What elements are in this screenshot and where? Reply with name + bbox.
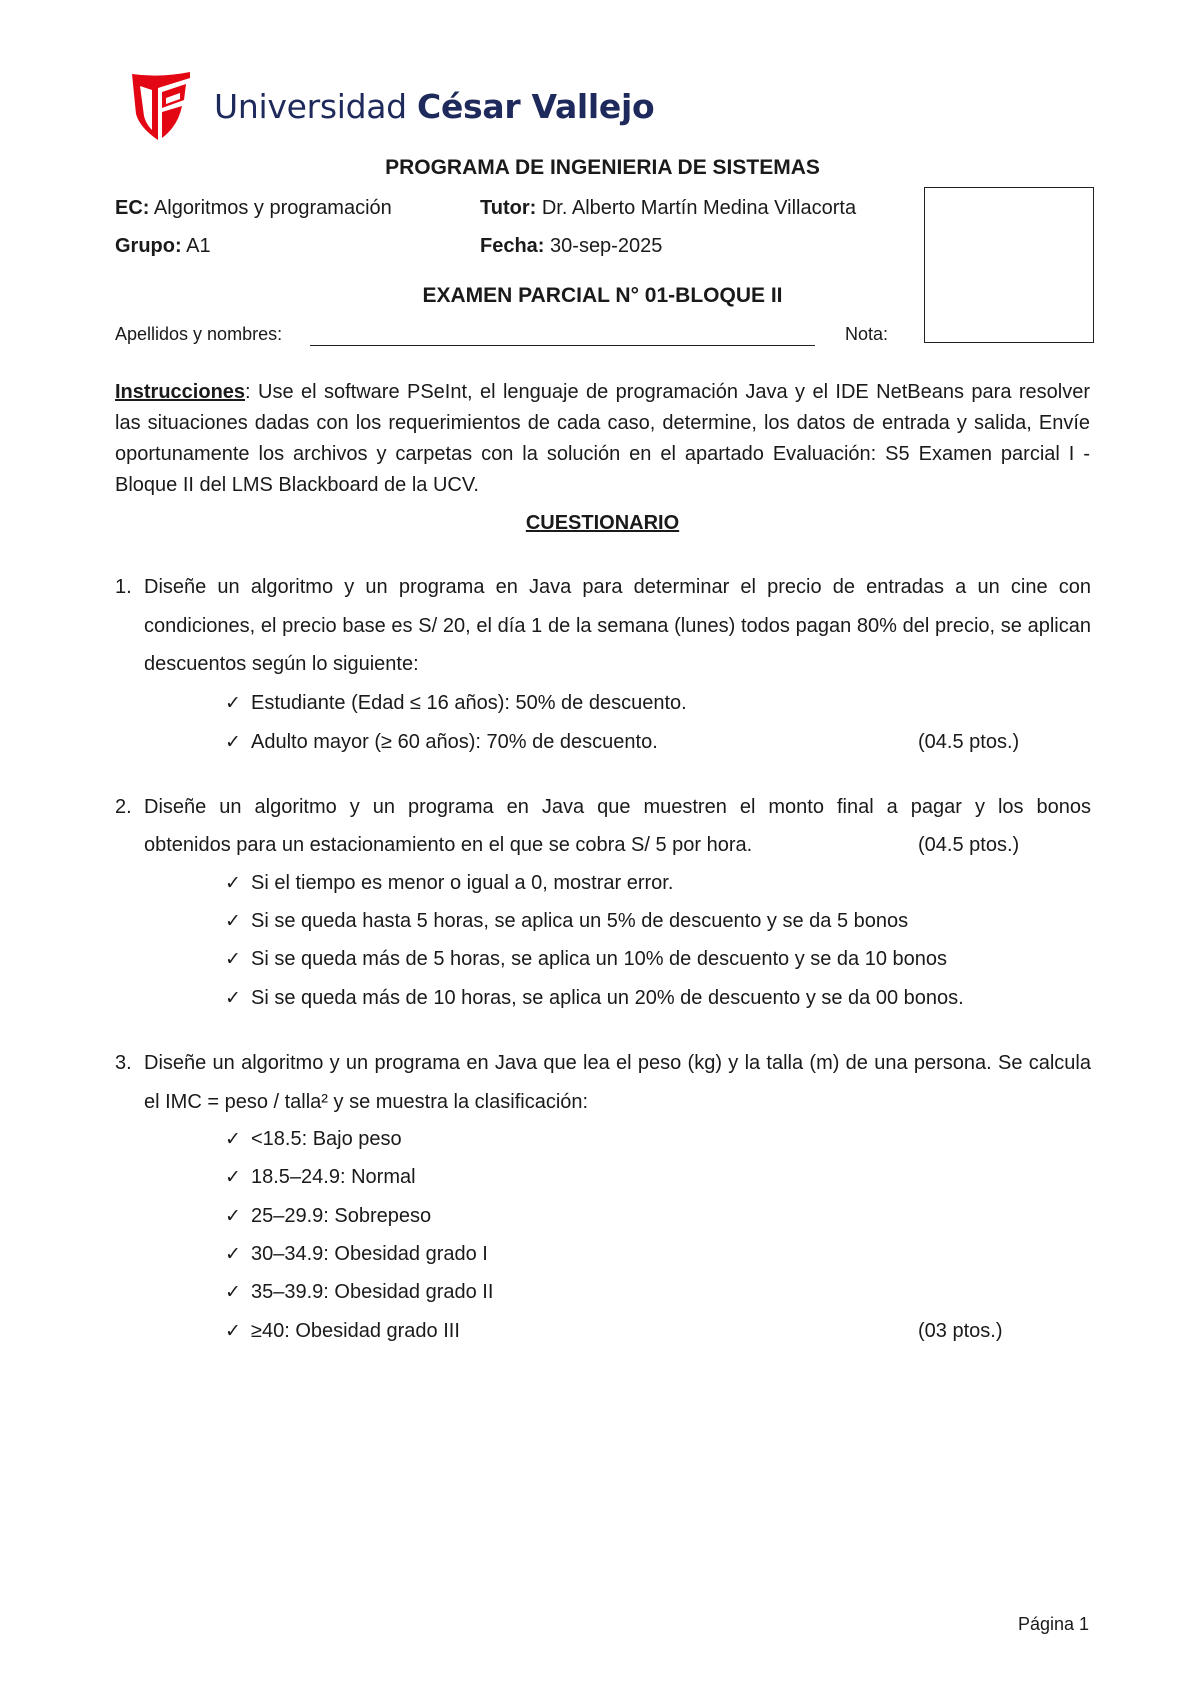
fecha-field bbox=[480, 235, 662, 258]
tutor-field bbox=[480, 197, 856, 220]
cuestionario-title: CUESTIONARIO bbox=[525, 512, 680, 534]
question-2-number: 2. bbox=[115, 796, 132, 818]
check-icon: ✓ bbox=[225, 1321, 241, 1342]
question-3-bullet-2 bbox=[225, 1166, 416, 1189]
question-3-bullet-4 bbox=[225, 1243, 488, 1266]
check-icon: ✓ bbox=[225, 1282, 241, 1303]
program-title: PROGRAMA DE INGENIERIA DE SISTEMAS bbox=[385, 156, 820, 179]
tutor-value: Dr. Alberto Martín Medina Villacorta bbox=[541, 197, 857, 219]
question-2-text-line-2: obtenidos para un estacionamiento en el que se cobra S/ 5 por hora. bbox=[144, 834, 753, 856]
question-2-bullet-4 bbox=[225, 987, 964, 1010]
grupo-value: A1 bbox=[186, 235, 211, 257]
fecha-label: Fecha: bbox=[480, 235, 545, 257]
grade-box bbox=[924, 187, 1094, 343]
check-icon: ✓ bbox=[225, 693, 241, 714]
ec-field bbox=[115, 197, 392, 220]
university-name bbox=[214, 87, 654, 126]
check-icon: ✓ bbox=[225, 949, 241, 970]
check-icon: ✓ bbox=[225, 1244, 241, 1265]
check-icon: ✓ bbox=[225, 873, 241, 894]
university-name-regular: Universidad bbox=[214, 86, 407, 126]
instructions-text: : Use el software PSeInt, el lenguaje de programación Java y el IDE NetBeans para resolver las situaciones dadas con los requerimientos de cada caso, determine, los datos de entrada y salida, Envíe oportunamente los archivos y carpetas con la solución en el apartado Evaluación: S5 Examen parcial I - Bloque II del LMS Blackboard de la UCV. bbox=[115, 381, 1090, 496]
question-2-bullet-3 bbox=[225, 948, 947, 971]
question-1-bullet-2 bbox=[225, 731, 658, 754]
bullet-text: ≥40: Obesidad grado III bbox=[251, 1320, 460, 1342]
question-1-bullet-1 bbox=[225, 692, 687, 715]
question-2-bullet-1 bbox=[225, 872, 673, 895]
question-3-text: Diseñe un algoritmo y un programa en Java que lea el peso (kg) y la talla (m) de una persona. Se calcula el IMC = peso / talla² y se muestra la clasificación: bbox=[144, 1052, 1091, 1113]
bullet-text: Si se queda más de 5 horas, se aplica un 10% de descuento y se da 10 bonos bbox=[251, 948, 948, 970]
bullet-text: Si se queda más de 10 horas, se aplica un 20% de descuento y se da 00 bonos. bbox=[251, 987, 964, 1009]
check-icon: ✓ bbox=[225, 1167, 241, 1188]
grupo-field bbox=[115, 235, 211, 258]
bullet-text: Si el tiempo es menor o igual a 0, mostrar error. bbox=[251, 872, 674, 894]
bullet-text: 30–34.9: Obesidad grado I bbox=[251, 1243, 488, 1265]
tutor-label: Tutor: bbox=[480, 197, 537, 219]
bullet-text: <18.5: Bajo peso bbox=[251, 1128, 402, 1150]
bullet-text: Si se queda hasta 5 horas, se aplica un 5% de descuento y se da 5 bonos bbox=[251, 910, 909, 932]
question-2-bullet-2 bbox=[225, 910, 908, 933]
check-icon: ✓ bbox=[225, 988, 241, 1009]
nota-label: Nota: bbox=[845, 324, 889, 344]
bullet-text: Adulto mayor (≥ 60 años): 70% de descuento. bbox=[251, 731, 658, 753]
exam-title: EXAMEN PARCIAL N° 01-BLOQUE II bbox=[422, 284, 783, 307]
question-1-points: (04.5 ptos.) bbox=[918, 731, 1020, 753]
question-1-text: Diseñe un algoritmo y un programa en Java para determinar el precio de entradas a un cine con condiciones, el precio base es S/ 20, el día 1 de la semana (lunes) todos pagan 80% del precio, se aplican descuentos según lo siguiente: bbox=[144, 576, 1091, 675]
question-3-points: (03 ptos.) bbox=[918, 1320, 1003, 1342]
check-icon: ✓ bbox=[225, 1206, 241, 1227]
instructions-label: Instrucciones bbox=[115, 381, 246, 403]
ucv-shield-icon bbox=[130, 70, 192, 142]
question-3-bullet-3 bbox=[225, 1205, 431, 1228]
grupo-label: Grupo: bbox=[115, 235, 182, 257]
university-name-bold: César Vallejo bbox=[417, 86, 655, 126]
fecha-value: 30-sep-2025 bbox=[550, 235, 663, 257]
bullet-text: 18.5–24.9: Normal bbox=[251, 1166, 416, 1188]
check-icon: ✓ bbox=[225, 1129, 241, 1150]
university-logo bbox=[130, 70, 654, 142]
question-2-text-line-1: Diseñe un algoritmo y un programa en Java que muestren el monto final a pagar y los bonos bbox=[144, 796, 1091, 818]
question-3-bullet-5 bbox=[225, 1281, 493, 1304]
apellidos-line bbox=[310, 345, 815, 346]
instructions bbox=[115, 377, 1090, 501]
ec-label: EC: bbox=[115, 197, 150, 219]
bullet-text: 35–39.9: Obesidad grado II bbox=[251, 1281, 494, 1303]
bullet-text: 25–29.9: Sobrepeso bbox=[251, 1205, 432, 1227]
check-icon: ✓ bbox=[225, 732, 241, 753]
question-3-bullet-1 bbox=[225, 1128, 402, 1151]
question-3-number: 3. bbox=[115, 1052, 132, 1074]
question-1-number: 1. bbox=[115, 576, 132, 598]
bullet-text: Estudiante (Edad ≤ 16 años): 50% de descuento. bbox=[251, 692, 687, 714]
question-2-points: (04.5 ptos.) bbox=[918, 834, 1020, 856]
page-number: Página 1 bbox=[1018, 1614, 1090, 1634]
apellidos-label: Apellidos y nombres: bbox=[115, 324, 283, 344]
ec-value: Algoritmos y programación bbox=[153, 197, 392, 219]
check-icon: ✓ bbox=[225, 911, 241, 932]
question-3-bullet-6 bbox=[225, 1320, 460, 1343]
